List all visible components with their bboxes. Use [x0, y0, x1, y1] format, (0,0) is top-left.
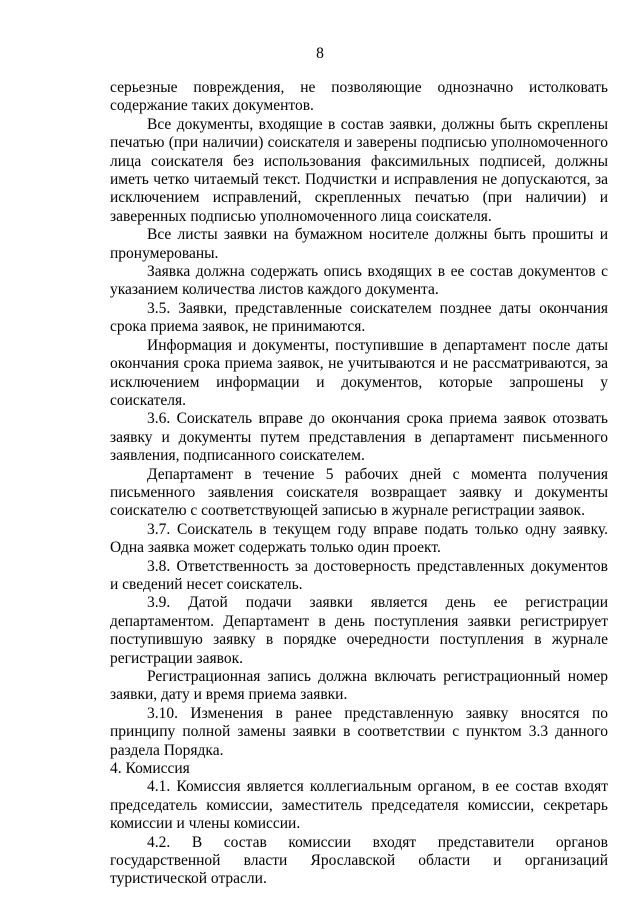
paragraph: Информация и документы, поступившие в департамент после даты окончания срока приема заявок, не учитываются и не рассматриваются, за исключением информации и документов, которые запрошены у соискателя.	[110, 336, 608, 409]
paragraph: 4.1. Комиссия является коллегиальным органом, в ее состав входят председатель комиссии, заместитель председателя комиссии, секретарь комиссии и члены комиссии.	[110, 778, 608, 833]
section-heading: 4. Комиссия	[110, 760, 190, 778]
paragraph: 3.9. Датой подачи заявки является день ее регистрации департаментом. Департамент в день поступления заявки регистрирует поступившую заявку в порядке очередности поступления в журнале регистрации заявок.	[110, 594, 608, 667]
paragraph: Регистрационная запись должна включать регистрационный номер заявки, дату и время приема заявки.	[110, 668, 608, 704]
section-3-continuation	[110, 79, 608, 760]
document-body	[110, 79, 608, 889]
page-number: 8	[316, 45, 324, 62]
paragraph: Все документы, входящие в состав заявки, должны быть скреплены печатью (при наличии) соискателя и заверены подписью уполномоченного лица соискателя без использования факсимильных подписей, должны иметь четко читаемый текст. Подчистки и исправления не допускаются, за исключением исправлений, скрепленных печатью (при наличии) и заверенных подписью уполномоченного лица соискателя.	[110, 115, 608, 225]
paragraph: Заявка должна содержать опись входящих в ее состав документов с указанием количества листов каждого документа.	[110, 263, 608, 299]
paragraph: 3.6. Соискатель вправе до окончания срока приема заявок отозвать заявку и документы путем представления в департамент письменного заявления, подписанного соискателем.	[110, 410, 608, 465]
paragraph: Департамент в течение 5 рабочих дней с момента получения письменного заявления соискателя возвращает заявку и документы соискателю с соответствующей записью в журнале регистрации заявок.	[110, 465, 608, 520]
paragraph: серьезные повреждения, не позволяющие однозначно истолковать содержание таких документов.	[110, 79, 608, 115]
paragraph: 3.10. Изменения в ранее представленную заявку вносятся по принципу полной замены заявки в соответствии с пунктом 3.3 данного раздела Порядка.	[110, 704, 608, 759]
paragraph: 3.7. Соискатель в текущем году вправе подать только одну заявку. Одна заявка может содержать только один проект.	[110, 520, 608, 557]
paragraph: 4.2. В состав комиссии входят представители органов государственной власти Ярославской области и организаций туристической отрасли.	[110, 833, 608, 888]
paragraph: 3.5. Заявки, представленные соискателем позднее даты окончания срока приема заявок, не принимаются.	[110, 299, 608, 336]
paragraph: Все листы заявки на бумажном носителе должны быть прошиты и пронумерованы.	[110, 226, 608, 262]
section-4-body	[110, 778, 608, 888]
paragraph: 3.8. Ответственность за достоверность представленных документов и сведений несет соискатель.	[110, 557, 608, 593]
